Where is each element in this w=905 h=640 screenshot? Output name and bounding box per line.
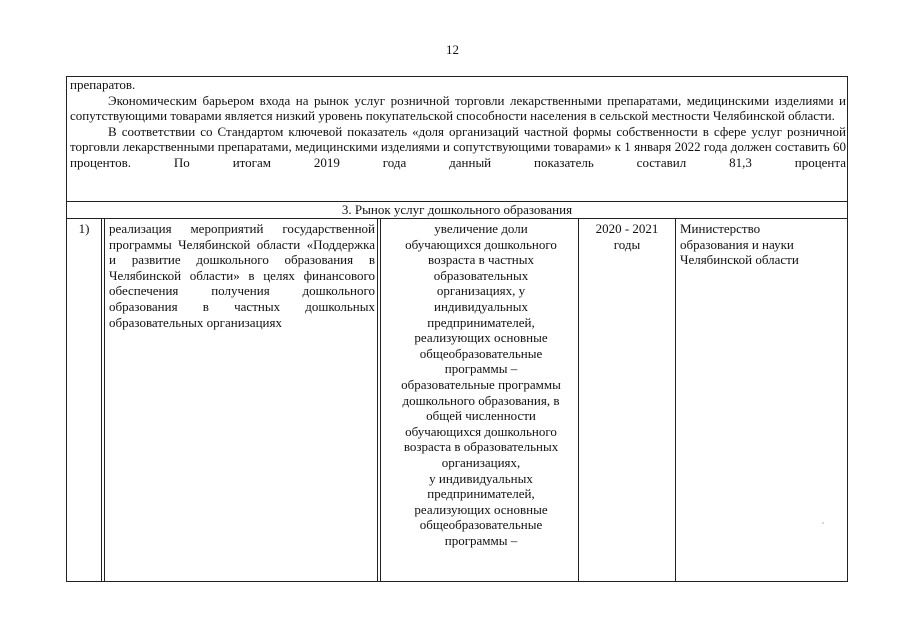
responsible-line: Челябинской области	[680, 252, 799, 268]
section-bottom-rule	[66, 218, 848, 219]
indicator-line: возраста в образовательных	[403, 439, 559, 455]
period-cell	[581, 221, 673, 252]
indicator-line: предпринимателей,	[427, 486, 535, 502]
paragraph-fragment: препаратов.	[70, 77, 136, 92]
column-divider	[104, 218, 105, 582]
column-divider	[101, 218, 102, 582]
indicator-cell	[382, 221, 580, 548]
responsible-line: Министерство	[680, 221, 761, 236]
responsible-cell	[680, 221, 844, 268]
scan-artifact	[822, 522, 824, 524]
paragraph-barrier: Экономическим барьером входа на рынок услуг розничной торговли лекарственными препаратами, медицинскими изделиями и сопутствующими товарами является низкий уровень покупательской способности населения в сельской местности Челябинской области.	[70, 92, 846, 124]
indicator-line: общей численности	[426, 408, 536, 424]
column-divider	[377, 218, 378, 582]
period-line: годы	[613, 236, 641, 252]
paragraph-standard: В соответствии со Стандартом ключевой показатель «доля организаций частной формы собственности в сфере услуг розничной торговли лекарственными препаратами, медицинскими изделиями и сопутствующими товарами» к 1 января 2022 года должен составить 60 процентов. По итогам 2019 года данный показатель составил 81,3 процента	[70, 123, 846, 170]
indicator-line: дошкольного образования, в	[402, 392, 560, 408]
indicator-line: реализующих основные	[414, 501, 548, 517]
indicator-line: образовательные программы	[401, 376, 561, 392]
intro-text	[70, 77, 846, 171]
page-number: 12	[446, 42, 459, 57]
indicator-line: увеличение доли	[434, 221, 528, 236]
indicator-line: возраста в частных	[428, 252, 534, 268]
indicator-line: организациях,	[441, 454, 521, 470]
indicator-line: программы –	[444, 532, 518, 548]
period-line: 2020 - 2021	[595, 221, 659, 236]
indicator-line: общеобразовательные	[419, 517, 543, 533]
indicator-line: индивидуальных	[433, 298, 528, 314]
row-number: 1)	[78, 221, 90, 236]
responsible-line: образования и науки	[680, 236, 794, 252]
indicator-line: обучающихся дошкольного	[405, 423, 557, 439]
indicator-line: обучающихся дошкольного	[405, 236, 557, 252]
section-title: 3. Рынок услуг дошкольного образования	[341, 202, 573, 217]
indicator-line: организациях, у	[436, 283, 526, 299]
indicator-line: образовательных	[433, 267, 529, 283]
column-divider	[380, 218, 381, 582]
indicator-line: программы –	[444, 361, 518, 377]
indicator-line: у индивидуальных	[429, 470, 533, 486]
indicator-line: общеобразовательные	[419, 345, 543, 361]
column-divider	[675, 218, 676, 582]
measure-cell: реализация мероприятий государственной программы Челябинской области «Поддержка и развитие дошкольного образования в Челябинской области» в целях финансового обеспечения получения дошкольного образования в частных дошкольных образовательных организациях	[109, 221, 375, 330]
indicator-line: реализующих основные	[414, 330, 548, 346]
indicator-line: предпринимателей,	[427, 314, 535, 330]
